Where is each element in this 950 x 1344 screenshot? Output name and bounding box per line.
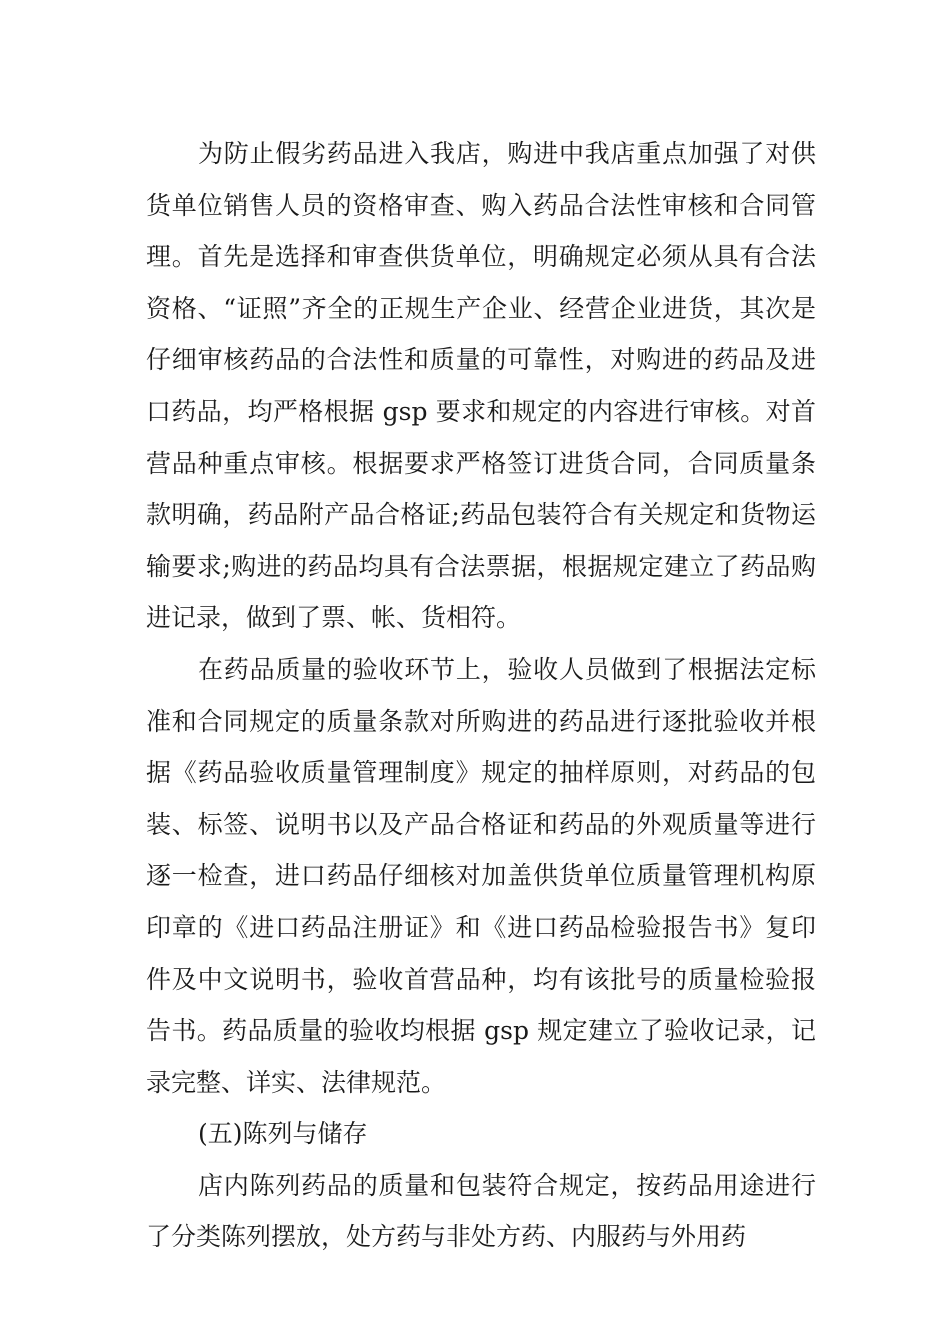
body-text bbox=[146, 128, 816, 1263]
section-heading: (五)陈列与储存 bbox=[198, 1119, 368, 1149]
paragraph-procurement: 为防止假劣药品进入我店，购进中我店重点加强了对供货单位销售人员的资格审查、购入药品合法性审核和合同管理。首先是选择和审查供货单位，明确规定必须从具有合法资格、“证照”齐全的正规生产企业、经营企业进货，其次是仔细审核药品的合法性和质量的可靠性，对购进的药品及进口药品，均严格根据 gsp 要求和规定的内容进行审核。对首营品种重点审核。根据要求严格签订进货合同，合同质量条款明确，药品附产品合格证;药品包装符合有关规定和货物运输要求;购进的药品均具有合法票据，根据规定建立了药品购进记录，做到了票、帐、货相符。 bbox=[146, 139, 816, 633]
paragraph-display: 店内陈列药品的质量和包装符合规定，按药品用途进行了分类陈列摆放，处方药与非处方药、内服药与外用药 bbox=[146, 1170, 816, 1252]
paragraph-acceptance: 在药品质量的验收环节上，验收人员做到了根据法定标准和合同规定的质量条款对所购进的药品进行逐批验收并根据《药品验收质量管理制度》规定的抽样原则，对药品的包装、标签、说明书以及产品合格证和药品的外观质量等进行逐一检查，进口药品仔细核对加盖供货单位质量管理机构原印章的《进口药品注册证》和《进口药品检验报告书》复印件及中文说明书，验收首营品种，均有该批号的质量检验报告书。药品质量的验收均根据 gsp 规定建立了验收记录，记录完整、详实、法律规范。 bbox=[146, 654, 816, 1097]
